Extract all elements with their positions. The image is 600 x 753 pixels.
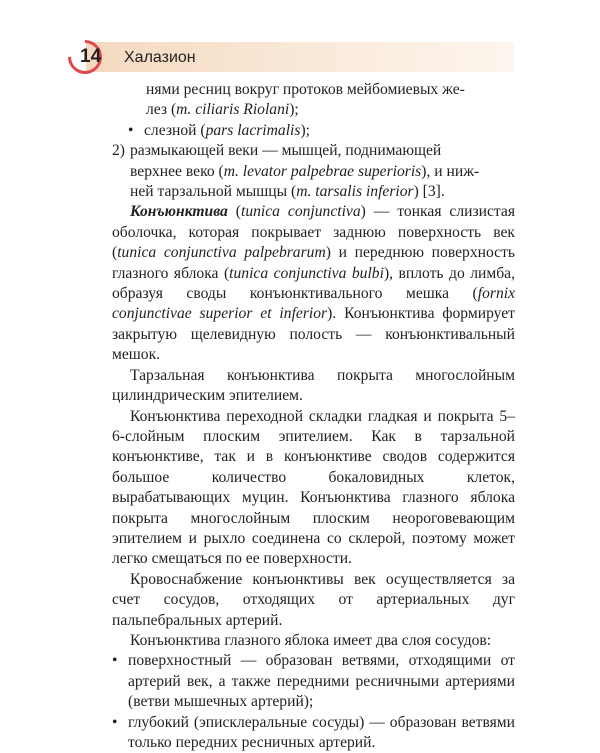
item-2-line-3-latin: m. tarsalis inferior [296, 183, 414, 201]
item-2-body [130, 141, 515, 202]
conjunctiva-latin-3: tunica conjunctiva bulbi [229, 264, 384, 282]
transitional-paragraph: Конъюнктива переходной складки гладкая и покрыта 5–6-слойным плоским эпителием. Как в тарзальной конъюнктиве, так и в конъюнктиве сводов содержится большое количество бокаловидных клеток, вырабатывающих муцин. Конъюнктива глазного яблока покрыта многослойным плоским неороговевающим эпителием и рыхло соединена со склерой, поэтому может легко смещаться по ее поверхности. [112, 407, 515, 568]
item-2-line-3-prefix: ней тарзальной мышцы ( [130, 183, 297, 201]
bullet-superficial [112, 651, 515, 712]
continuation-suffix: ); [289, 101, 299, 119]
running-title: Халазион [124, 49, 196, 66]
numbered-item-2 [112, 141, 515, 202]
bullet-lacrimal-text [144, 121, 310, 141]
item-2-line-1: размыкающей веки — мышцей, поднимающей [130, 142, 442, 160]
conjunctiva-text-4: ). Конъюнктива формирует закрытую щелевидную полость — конъюнктивальный мешок. [112, 305, 515, 364]
list-continuation [146, 80, 515, 121]
bullet-lacrimal-suffix: ); [300, 121, 310, 139]
conjunctiva-latin: tunica conjunctiva [241, 203, 361, 221]
page-body [112, 80, 515, 753]
item-2-line-2-latin: m. levator palpebrae superioris [223, 162, 422, 180]
item-2-line-3-suffix: ) [3]. [413, 183, 445, 201]
item-number: 2) [112, 142, 125, 160]
continuation-line-2 [146, 100, 515, 120]
blood-supply-paragraph: Кровоснабжение конъюнктивы век осуществляется за счет сосудов, отходящих от артериальных дуг пальпебральных артерий. [112, 570, 515, 629]
bullet-deep-text: глубокий (эписклеральные сосуды) — образован ветвями только передних ресничных артерий. [128, 713, 515, 751]
bullet-glyph: • [128, 121, 134, 139]
page-number: 14 [80, 46, 102, 67]
tarsal-paragraph: Тарзальная конъюнктива покрыта многослойным цилиндрическим эпителием. [112, 366, 515, 405]
item-2-line-2-suffix: ), и ниж- [421, 162, 480, 180]
conjunctiva-latin-4: fornix conjunctivae superior et inferior [112, 285, 515, 323]
conjunctiva-text-2: ) и переднюю поверхность глазного яблока ( [112, 244, 515, 282]
conjunctiva-text-3: ), вплоть до лимба, образуя своды конъюнктивального мешка ( [112, 264, 515, 303]
item-2-line-2-prefix: верхнее веко ( [130, 162, 224, 180]
bullet-deep [112, 713, 515, 753]
bullet-lacrimal [128, 121, 515, 141]
bullet-superficial-text: поверхностный — образован ветвями, отходящими от артерий век, а также передними ресничными артериями (ветви мышечных артерий); [128, 652, 515, 711]
continuation-latin: m. ciliaris Riolani [176, 101, 290, 119]
conjunctiva-latin-2: tunica conjunctiva palpebrarum [117, 244, 326, 262]
bullet-glyph: • [112, 652, 118, 670]
bullet-glyph: • [112, 713, 118, 731]
item-2-line-3 [130, 182, 515, 202]
item-2-line-2 [130, 162, 515, 182]
vessel-layers-paragraph: Конъюнктива глазного яблока имеет два слоя сосудов: [130, 631, 492, 649]
conjunctiva-paragraph: Конъюнктива (tunica conjunctiva) — тонкая слизистая оболочка, которая покрывает заднюю поверхность век (tunica conjunctiva palpebrarum) и переднюю поверхность глазного яблока (tunica conjunctiva bulbi), вплоть до лимба, образуя своды конъюнктивального мешка (fornix conjunctivae superior et inferior). Конъюнктива формирует закрытую щелевидную полость — конъюнктивальный мешок. [112, 203, 515, 364]
continuation-line-1: нями ресниц вокруг протоков мейбомиевых же- [146, 81, 465, 98]
bullet-lacrimal-prefix: слезной ( [144, 121, 206, 139]
continuation-prefix: лез ( [146, 101, 177, 119]
conjunctiva-text-1: ) — тонкая слизистая оболочка, которая покрывает заднюю поверхность век ( [112, 203, 515, 262]
bullet-lacrimal-latin: pars lacrimalis [205, 121, 301, 139]
conjunctiva-term: Конъюнктива [130, 203, 228, 221]
